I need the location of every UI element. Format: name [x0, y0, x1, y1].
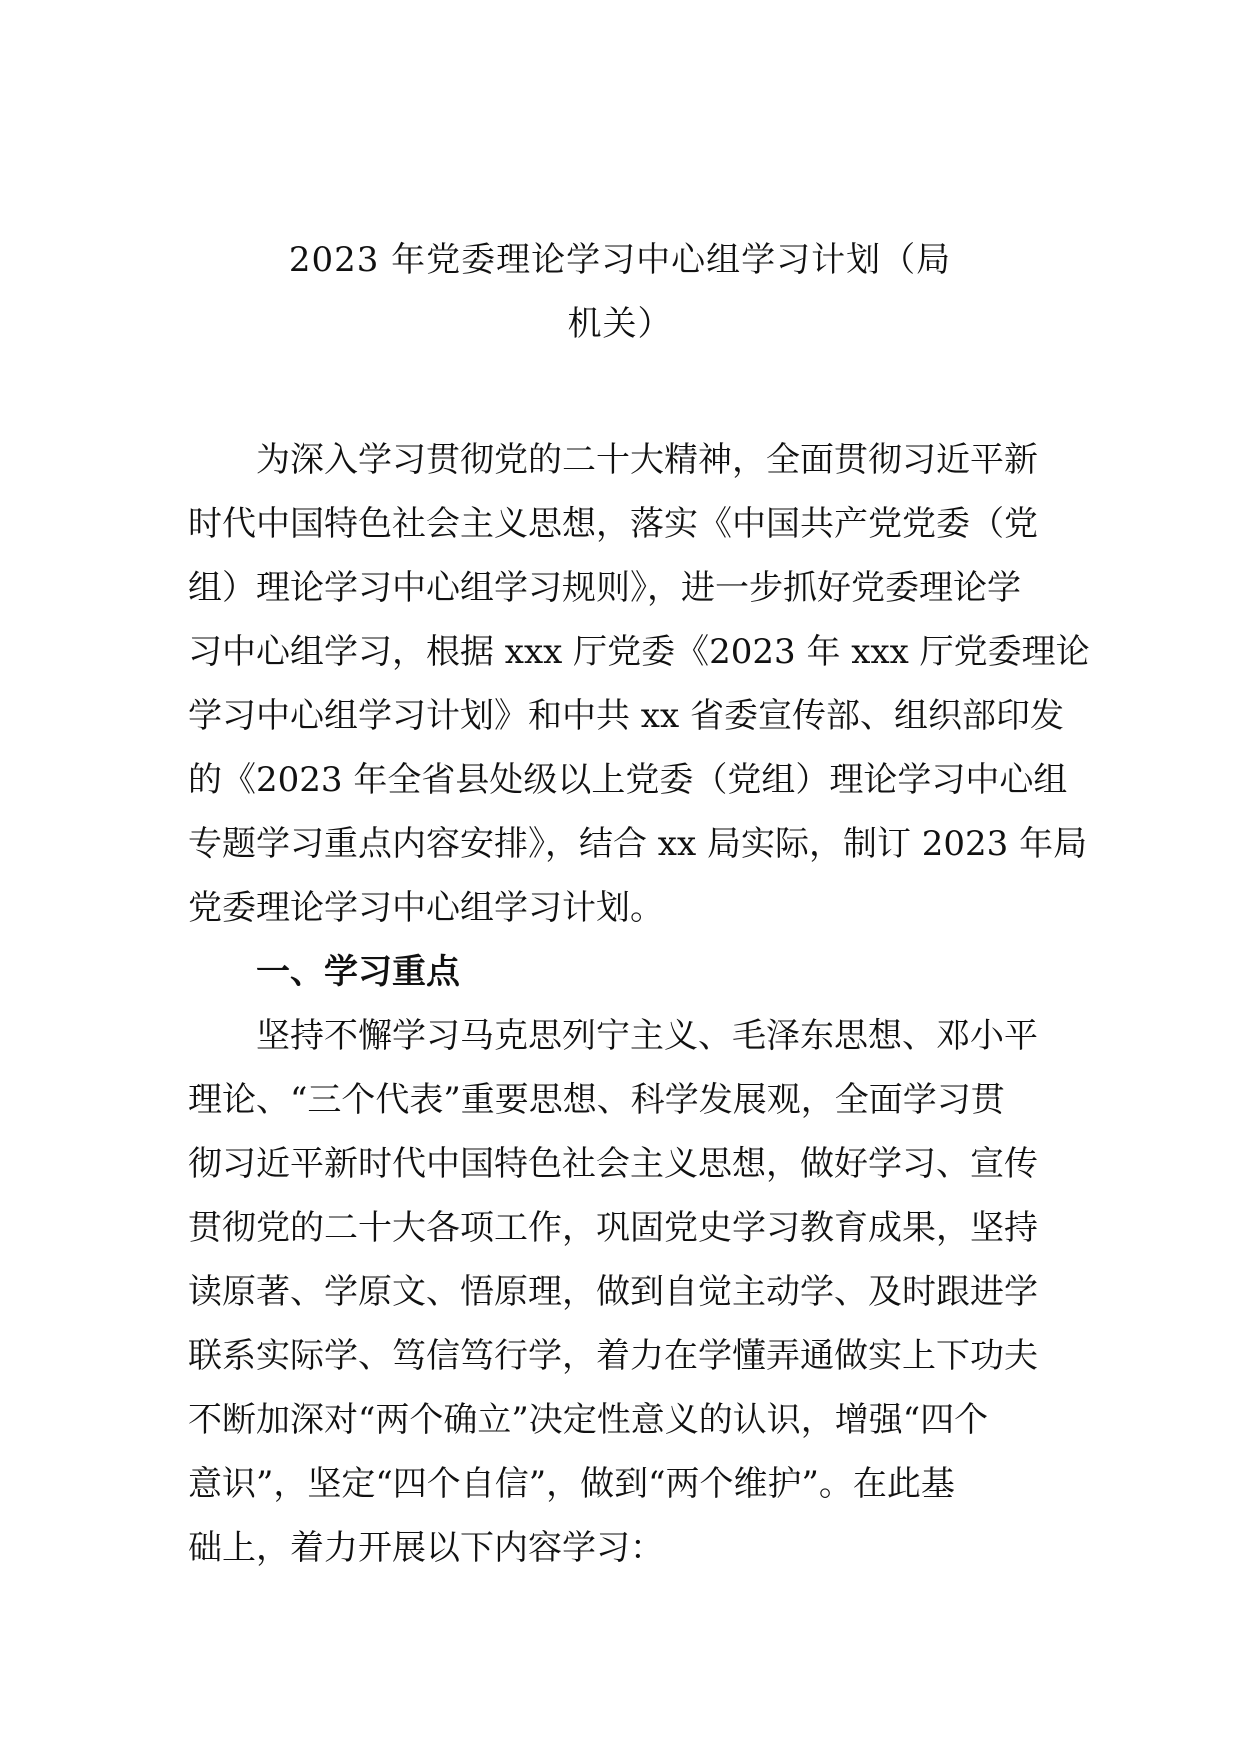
paragraph-line: 专题学习重点内容安排》，结合 xx 局实际，制订 2023 年局: [188, 824, 1088, 864]
study-focus-paragraph: [188, 1004, 1068, 1580]
title-line: 2023 年党委理论学习中心组学习计划（局: [288, 240, 952, 280]
paragraph-line: 不断加深对“两个确立”决定性意义的认识，增强“四个: [188, 1400, 989, 1440]
paragraph-line: 理论、“三个代表”重要思想、科学发展观，全面学习贯: [188, 1080, 1005, 1120]
paragraph-line: 彻习近平新时代中国特色社会主义思想，做好学习、宣传: [188, 1144, 1038, 1184]
paragraph-line: 学习中心组学习计划》和中共 xx 省委宣传部、组织部印发: [188, 696, 1064, 736]
paragraph-line: 的《2023 年全省县处级以上党委（党组）理论学习中心组: [188, 760, 1068, 800]
intro-paragraph: [188, 428, 1090, 940]
section-heading: 一、学习重点: [256, 952, 460, 992]
paragraph-line: 联系实际学、笃信笃行学，着力在学懂弄通做实上下功夫: [188, 1336, 1038, 1376]
paragraph-line: 读原著、学原文、悟原理，做到自觉主动学、及时跟进学: [188, 1272, 1038, 1312]
title-line: 机关）: [567, 304, 673, 344]
paragraph-line: 础上，着力开展以下内容学习：: [188, 1528, 664, 1568]
paragraph-line: 贯彻党的二十大各项工作，巩固党史学习教育成果，坚持: [188, 1208, 1038, 1248]
paragraph-line: 党委理论学习中心组学习计划。: [188, 888, 664, 928]
paragraph-line: 坚持不懈学习马克思列宁主义、毛泽东思想、邓小平: [256, 1016, 1038, 1056]
paragraph-line: 组）理论学习中心组学习规则》，进一步抓好党委理论学: [188, 568, 1021, 608]
paragraph-line: 习中心组学习，根据 xxx 厅党委《2023 年 xxx 厅党委理论: [188, 632, 1090, 672]
document-body: [188, 428, 1090, 1580]
paragraph-line: 时代中国特色社会主义思想，落实《中国共产党党委（党: [188, 504, 1038, 544]
paragraph-line: 为深入学习贯彻党的二十大精神，全面贯彻习近平新: [256, 440, 1038, 480]
paragraph-line: 意识”，坚定“四个自信”，做到“两个维护”。在此基: [188, 1464, 955, 1504]
document-title: [150, 228, 1090, 356]
